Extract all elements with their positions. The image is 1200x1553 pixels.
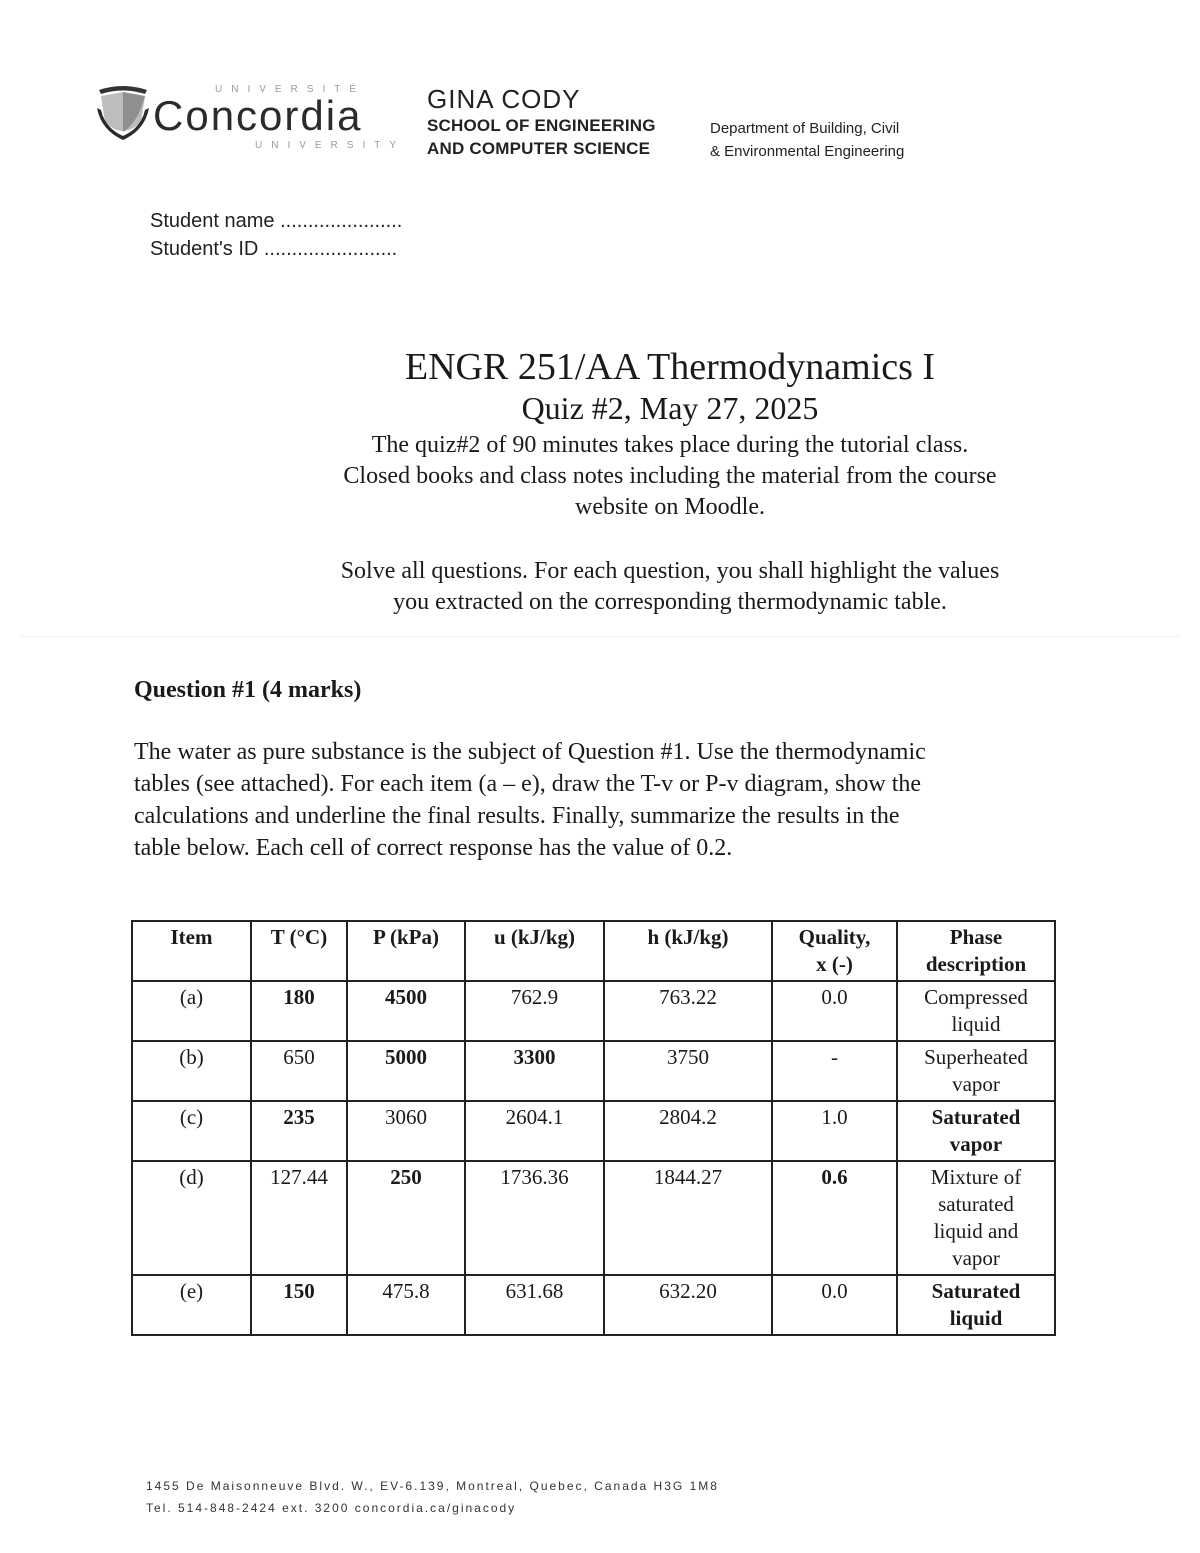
question-heading: Question #1 (4 marks) — [134, 677, 362, 703]
quiz-title: Quiz #2, May 27, 2025 — [521, 390, 819, 426]
question-body — [134, 736, 1064, 864]
instr-line-1: Solve all questions. For each question, you shall highlight the values — [340, 558, 1000, 584]
cell-temperature: 127.44 — [251, 1161, 347, 1275]
phase-line: vapor — [952, 1072, 1000, 1096]
instructions-text — [250, 556, 1090, 618]
intro-line-2: Closed books and class notes including the material from the course — [343, 463, 997, 489]
footer-contact: Tel. 514-848-2424 ext. 3200 concordia.ca/ginacody — [146, 1501, 517, 1515]
cell-internal-energy: 2604.1 — [465, 1101, 604, 1161]
cell-internal-energy: 762.9 — [465, 981, 604, 1041]
table-row — [132, 1101, 1055, 1161]
school-line-1: SCHOOL OF ENGINEERING — [427, 116, 656, 135]
cell-enthalpy: 763.22 — [604, 981, 772, 1041]
cell-pressure: 250 — [347, 1161, 465, 1275]
cell-quality: - — [772, 1041, 897, 1101]
table-row — [132, 981, 1055, 1041]
cell-temperature: 650 — [251, 1041, 347, 1101]
cell-enthalpy: 3750 — [604, 1041, 772, 1101]
footer — [146, 1475, 719, 1519]
table-row — [132, 1041, 1055, 1101]
phase-line: Superheated — [924, 1045, 1028, 1069]
cell-quality: 0.6 — [772, 1161, 897, 1275]
header-phase-line-2: description — [925, 952, 1027, 976]
concordia-logo — [95, 78, 406, 158]
cell-temperature: 180 — [251, 981, 347, 1041]
header-internal-energy: u (kJ/kg) — [465, 921, 604, 981]
phase-line: vapor — [952, 1246, 1000, 1270]
table-row — [132, 1275, 1055, 1335]
cell-quality: 1.0 — [772, 1101, 897, 1161]
student-id-field: Student's ID ........................ — [150, 238, 398, 260]
school-name: GINA CODY — [427, 84, 581, 114]
cell-item: (d) — [132, 1161, 251, 1275]
phase-line: liquid and — [933, 1219, 1019, 1243]
intro-text — [250, 430, 1090, 523]
cell-item: (b) — [132, 1041, 251, 1101]
footer-address: 1455 De Maisonneuve Blvd. W., EV-6.139, Montreal, Quebec, Canada H3G 1M8 — [146, 1479, 719, 1493]
cell-pressure: 5000 — [347, 1041, 465, 1101]
cell-pressure: 3060 — [347, 1101, 465, 1161]
header-quality-line-2: x (-) — [816, 952, 853, 976]
cell-pressure: 475.8 — [347, 1275, 465, 1335]
logo-wordmark: Concordia — [153, 92, 363, 139]
header-quality — [772, 921, 897, 981]
dept-line-1: Department of Building, Civil — [710, 120, 900, 137]
cell-pressure: 4500 — [347, 981, 465, 1041]
intro-line-3: website on Moodle. — [575, 494, 765, 520]
cell-item: (a) — [132, 981, 251, 1041]
phase-line: Mixture of — [930, 1165, 1022, 1189]
header-enthalpy: h (kJ/kg) — [604, 921, 772, 981]
cell-enthalpy: 1844.27 — [604, 1161, 772, 1275]
cell-enthalpy: 2804.2 — [604, 1101, 772, 1161]
cell-item: (e) — [132, 1275, 251, 1335]
cell-quality: 0.0 — [772, 981, 897, 1041]
instr-line-2: you extracted on the corresponding thermodynamic table. — [393, 589, 947, 615]
header-temperature: T (°C) — [251, 921, 347, 981]
table-header-row — [132, 921, 1055, 981]
phase-line: liquid — [951, 1012, 1001, 1036]
question-line-2: tables (see attached). For each item (a – e), draw the T-v or P-v diagram, show the — [134, 771, 922, 797]
results-table — [131, 920, 1056, 1336]
cell-internal-energy: 631.68 — [465, 1275, 604, 1335]
cell-internal-energy: 1736.36 — [465, 1161, 604, 1275]
department-block — [710, 117, 904, 163]
cell-phase — [897, 1101, 1055, 1161]
header-quality-line-1: Quality, — [798, 925, 871, 949]
cell-phase — [897, 1275, 1055, 1335]
question-line-3: calculations and underline the final results. Finally, summarize the results in the — [134, 803, 900, 829]
logo-universite-text: UNIVERSITÉ — [215, 84, 366, 95]
divider — [20, 636, 1180, 637]
cell-internal-energy: 3300 — [465, 1041, 604, 1101]
question-line-1: The water as pure substance is the subject of Question #1. Use the thermodynamic — [134, 739, 926, 765]
cell-enthalpy: 632.20 — [604, 1275, 772, 1335]
cell-quality: 0.0 — [772, 1275, 897, 1335]
logo-university-text: UNIVERSITY — [255, 140, 406, 151]
phase-line: saturated — [938, 1192, 1014, 1216]
cell-temperature: 150 — [251, 1275, 347, 1335]
course-title: ENGR 251/AA Thermodynamics I — [404, 346, 936, 388]
table-row — [132, 1161, 1055, 1275]
cell-phase — [897, 981, 1055, 1041]
question-line-4: table below. Each cell of correct response has the value of 0.2. — [134, 835, 733, 861]
phase-line: vapor — [949, 1132, 1003, 1156]
header-phase — [897, 921, 1055, 981]
phase-line: Compressed — [924, 985, 1028, 1009]
dept-line-2: & Environmental Engineering — [710, 143, 905, 160]
cell-phase — [897, 1161, 1055, 1275]
header-item: Item — [132, 921, 251, 981]
concordia-shield-icon — [95, 82, 151, 142]
cell-item: (c) — [132, 1101, 251, 1161]
student-info — [150, 207, 402, 263]
phase-line: liquid — [949, 1306, 1003, 1330]
cell-phase — [897, 1041, 1055, 1101]
student-name-field: Student name ...................... — [150, 210, 403, 232]
header-pressure: P (kPa) — [347, 921, 465, 981]
phase-line: Saturated — [931, 1279, 1021, 1303]
cell-temperature: 235 — [251, 1101, 347, 1161]
header-phase-line-1: Phase — [949, 925, 1003, 949]
intro-line-1: The quiz#2 of 90 minutes takes place during the tutorial class. — [371, 432, 969, 458]
school-name-block — [427, 84, 656, 160]
school-line-2: AND COMPUTER SCIENCE — [427, 139, 651, 158]
phase-line: Saturated — [931, 1105, 1021, 1129]
